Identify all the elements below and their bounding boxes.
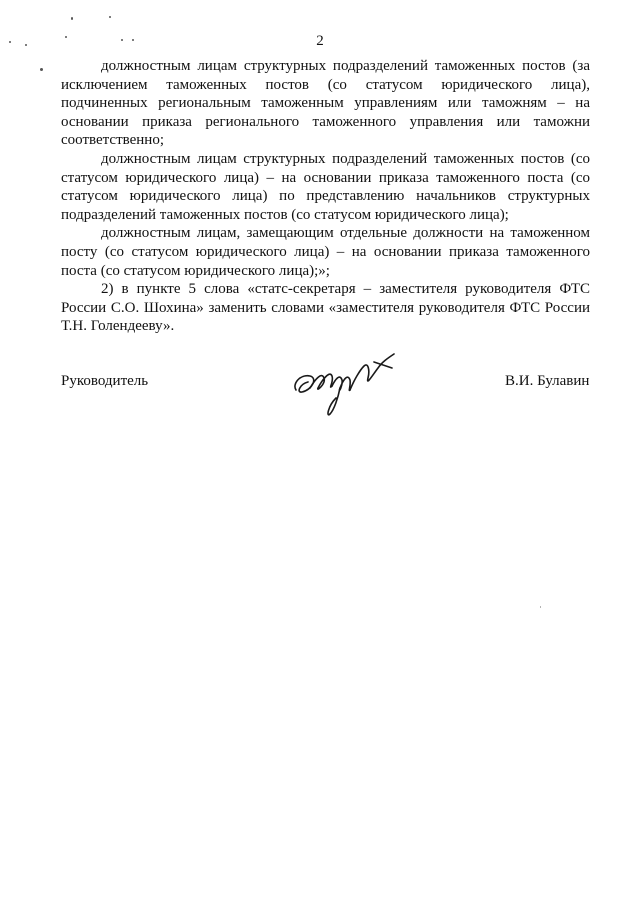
- scan-speck: [109, 16, 111, 18]
- scan-speck: [40, 68, 43, 71]
- handwritten-signature: [288, 348, 398, 420]
- paragraph: должностным лицам, замещающим отдельные должности на таможенном посту (со статусом юридического лица) – на основании приказа таможенного поста (со статусом юридического лица);»;: [61, 225, 590, 279]
- paragraph: должностным лицам структурных подразделений таможенных постов (за исключением таможенных постов (со статусом юридического лица), подчиненных региональным таможенным управлениям или таможням – на основании приказа регионального таможенного управления или таможни соответственно;: [61, 58, 590, 149]
- signatory-role: Руководитель: [61, 373, 149, 389]
- paragraph: 2) в пункте 5 слова «статс-секретаря – заместителя руководителя ФТС России С.О. Шохина» заменить словами «заместителя руководителя ФТС России Т.Н. Голендееву».: [61, 281, 590, 335]
- document-body: [61, 57, 590, 336]
- signatory-name: В.И. Булавин: [505, 373, 590, 389]
- paragraph: должностным лицам структурных подразделений таможенных постов (со статусом юридического лица) – на основании приказа таможенного поста (со статусом юридического лица) по представлению начальников структурных подразделений таможенных постов (со статусом юридического лица);: [61, 150, 590, 223]
- page-number: 2: [316, 33, 324, 49]
- scan-speck: [540, 606, 541, 608]
- scan-speck: [71, 17, 73, 20]
